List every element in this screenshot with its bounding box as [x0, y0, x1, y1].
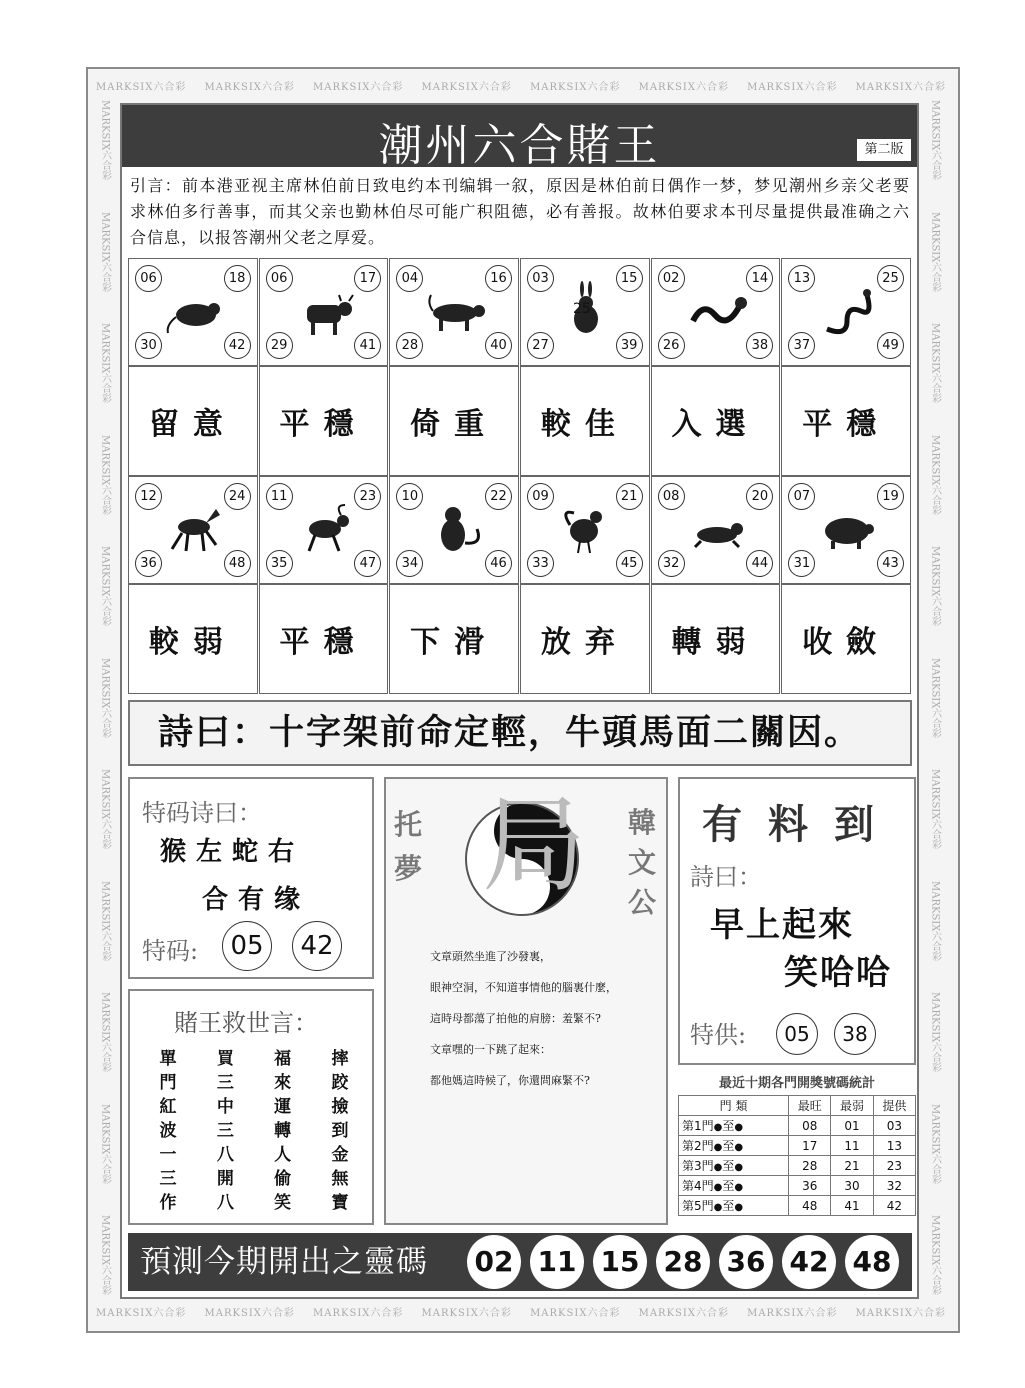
watermark-text: MARKSIX六合彩 [99, 1215, 111, 1296]
watermark-text: MARKSIX六合彩 [99, 992, 111, 1073]
stat-cold-cell: 21 [831, 1156, 873, 1176]
special-code-label: 特码诗曰： [142, 799, 262, 827]
dream-logo: 局 [482, 784, 587, 906]
stat-cold-cell: 41 [831, 1196, 873, 1216]
zodiac-forecast: 平穩 [259, 366, 389, 476]
zodiac-number: 33 [527, 550, 554, 577]
edition-badge: 第二版 [857, 139, 911, 161]
watermark-text: MARKSIX六合彩 [530, 81, 621, 93]
zodiac-number: 38 [746, 332, 773, 359]
snake-icon [817, 281, 877, 339]
watermark-text: MARKSIX六合彩 [99, 657, 111, 739]
stat-row [679, 1156, 916, 1176]
stat-door-cell [679, 1196, 789, 1216]
stat-row [679, 1176, 916, 1196]
saying-char: 笑 [274, 1193, 292, 1213]
dream-line: 都他媽這時候了，你還問麻緊不? [430, 1074, 590, 1087]
ball-dot-icon: ● [713, 1162, 723, 1173]
dream-right-text: 韓文公 [628, 806, 657, 919]
stat-header-cell: 最弱 [831, 1096, 873, 1116]
zodiac-number: 23 [354, 483, 381, 510]
zodiac-number: 26 [658, 332, 685, 359]
watermark-text: MARKSIX六合彩 [99, 434, 111, 516]
title-bar [122, 105, 917, 171]
watermark-text: MARKSIX六合彩 [99, 546, 111, 627]
watermark-text: MARKSIX六合彩 [96, 1307, 187, 1319]
stat-range-text: 至 [722, 1179, 735, 1193]
rooster-icon [556, 499, 616, 557]
watermark-text: MARKSIX六合彩 [313, 1307, 404, 1319]
saying-char: 門 [159, 1073, 177, 1093]
ball-dot-icon: ● [734, 1182, 744, 1193]
saying-char: 運 [274, 1097, 292, 1117]
stat-tip-cell: 23 [873, 1156, 915, 1176]
stat-cold-cell: 11 [831, 1136, 873, 1156]
zodiac-cell [259, 476, 389, 584]
watermark-text: MARKSIX六合彩 [929, 769, 941, 850]
stat-door-cell [679, 1176, 789, 1196]
info-line-1: 早上起來 [710, 905, 854, 945]
zodiac-number: 09 [527, 483, 554, 510]
watermark-text: MARKSIX六合彩 [747, 1307, 838, 1319]
zodiac-number: 20 [746, 483, 773, 510]
info-code-ball-2: 38 [834, 1013, 876, 1055]
stat-door-label: 第5門 [682, 1199, 714, 1213]
zodiac-forecast: 較佳 [520, 366, 650, 476]
dream-story [430, 941, 660, 1096]
zodiac-number: 45 [616, 550, 643, 577]
prediction-ball: 11 [530, 1235, 584, 1289]
info-poem-label: 詩曰： [690, 863, 762, 891]
zodiac-number: 29 [266, 332, 293, 359]
zodiac-cell [520, 476, 650, 584]
zodiac-center-number: 25 [573, 301, 591, 317]
zodiac-cell [128, 258, 258, 366]
saying-column [269, 1047, 297, 1215]
saying-char: 撿 [331, 1097, 349, 1117]
zodiac-number: 11 [266, 483, 293, 510]
saying-char: 金 [331, 1145, 349, 1165]
dragon-icon [687, 281, 747, 339]
zodiac-number: 04 [396, 265, 423, 292]
ball-dot-icon: ● [713, 1202, 723, 1213]
stat-section [678, 1073, 916, 1216]
zodiac-number: 08 [658, 483, 685, 510]
stat-range-text: 至 [722, 1159, 735, 1173]
zodiac-cell [781, 476, 911, 584]
watermark-left [94, 100, 116, 1296]
watermark-top [96, 74, 946, 96]
stat-hot-cell: 17 [789, 1136, 831, 1156]
watermark-text: MARKSIX六合彩 [421, 1307, 512, 1319]
stat-tip-cell: 32 [873, 1176, 915, 1196]
watermark-right [924, 100, 946, 1296]
stat-tip-cell: 03 [873, 1116, 915, 1136]
stat-door-cell [679, 1156, 789, 1176]
zodiac-forecast: 入選 [651, 366, 781, 476]
stat-header-row [679, 1096, 916, 1116]
zodiac-number: 36 [135, 550, 162, 577]
dream-line: 文章頭然坐進了沙發裏， [430, 950, 551, 963]
info-code-ball-1: 05 [776, 1013, 818, 1055]
zodiac-number: 49 [877, 332, 904, 359]
tiger-icon [425, 281, 485, 339]
page-title: 潮州六合賭王 [378, 120, 661, 171]
zodiac-number: 13 [788, 265, 815, 292]
saying-char: 單 [159, 1049, 177, 1069]
watermark-text: MARKSIX六合彩 [99, 211, 111, 292]
watermark-text: MARKSIX六合彩 [855, 1307, 946, 1319]
stat-cold-cell: 01 [831, 1116, 873, 1136]
zodiac-cell [389, 258, 519, 366]
watermark-text: MARKSIX六合彩 [929, 1103, 941, 1185]
zodiac-grid [128, 258, 912, 694]
zodiac-cell [389, 476, 519, 584]
watermark-text: MARKSIX六合彩 [855, 81, 946, 93]
prediction-ball: 28 [656, 1235, 710, 1289]
zodiac-number: 31 [788, 550, 815, 577]
stat-door-cell [679, 1116, 789, 1136]
stat-row [679, 1116, 916, 1136]
zodiac-cell [781, 258, 911, 366]
zodiac-forecast: 放弃 [520, 584, 650, 694]
ball-dot-icon: ● [734, 1122, 744, 1133]
zodiac-forecast: 下滑 [389, 584, 519, 694]
watermark-text: MARKSIX六合彩 [99, 1103, 111, 1185]
watermark-text: MARKSIX六合彩 [929, 434, 941, 516]
zodiac-cell [651, 476, 781, 584]
special-code-ball-2: 42 [292, 921, 342, 971]
saying-title: 賭王救世言： [174, 1009, 318, 1037]
zodiac-number: 27 [527, 332, 554, 359]
saying-char: 中 [216, 1097, 234, 1117]
ball-dot-icon: ● [713, 1182, 723, 1193]
dream-line: 這時母都蕩了拍他的肩膀：羞緊不? [430, 1012, 601, 1025]
zodiac-number: 03 [527, 265, 554, 292]
watermark-text: MARKSIX六合彩 [99, 880, 111, 962]
poem-banner: 詩曰：十字架前命定輕，牛頭馬面二關因。 [128, 700, 912, 766]
saying-char: 偷 [274, 1169, 292, 1189]
zodiac-number: 35 [266, 550, 293, 577]
watermark-text: MARKSIX六合彩 [96, 81, 187, 93]
stat-hot-cell: 36 [789, 1176, 831, 1196]
watermark-text: MARKSIX六合彩 [929, 323, 941, 404]
stat-hot-cell: 28 [789, 1156, 831, 1176]
zodiac-text-row [128, 366, 912, 476]
watermark-text: MARKSIX六合彩 [204, 81, 295, 93]
stat-header-cell: 門 類 [679, 1096, 789, 1116]
zodiac-number: 21 [616, 483, 643, 510]
saying-columns [154, 1047, 354, 1215]
prediction-ball: 42 [782, 1235, 836, 1289]
watermark-bottom [96, 1300, 946, 1322]
special-code-prefix: 特码: [142, 937, 199, 965]
stat-table [678, 1095, 916, 1216]
zodiac-forecast: 倚重 [389, 366, 519, 476]
stat-row [679, 1136, 916, 1156]
stat-door-label: 第3門 [682, 1159, 714, 1173]
zodiac-number: 44 [746, 550, 773, 577]
zodiac-image-row [128, 476, 912, 584]
stat-range-text: 至 [722, 1119, 735, 1133]
stat-hot-cell: 48 [789, 1196, 831, 1216]
zodiac-number: 32 [658, 550, 685, 577]
dream-left-text: 托夢 [394, 808, 423, 885]
zodiac-number: 18 [224, 265, 251, 292]
special-code-ball-1: 05 [222, 921, 272, 971]
zodiac-number: 24 [224, 483, 251, 510]
zodiac-number: 46 [485, 550, 512, 577]
stat-door-label: 第2門 [682, 1139, 714, 1153]
zodiac-number: 40 [485, 332, 512, 359]
horse-icon [164, 499, 224, 557]
saying-char: 摔 [331, 1049, 349, 1069]
zodiac-forecast: 較弱 [128, 584, 258, 694]
zodiac-number: 47 [354, 550, 381, 577]
footer-balls [458, 1235, 899, 1289]
watermark-text: MARKSIX六合彩 [929, 546, 941, 627]
stat-hot-cell: 08 [789, 1116, 831, 1136]
saying-char: 買 [216, 1049, 234, 1069]
ball-dot-icon: ● [713, 1122, 723, 1133]
special-line-1: 猴左蛇右 [160, 837, 305, 867]
zodiac-number: 48 [224, 550, 251, 577]
zodiac-text-row [128, 584, 912, 694]
saying-char: 八 [216, 1145, 234, 1165]
saying-box [128, 989, 374, 1225]
dream-line: 眼神空洞，不知道事情他的腦裏什麼， [430, 981, 617, 994]
saying-char: 跤 [331, 1073, 349, 1093]
saying-char: 八 [216, 1193, 234, 1213]
prediction-ball: 15 [593, 1235, 647, 1289]
stat-door-label: 第4門 [682, 1179, 714, 1193]
zodiac-forecast: 留意 [128, 366, 258, 476]
zodiac-number: 14 [746, 265, 773, 292]
saying-column [154, 1047, 182, 1215]
watermark-text: MARKSIX六合彩 [929, 880, 941, 962]
ball-dot-icon: ● [713, 1142, 723, 1153]
watermark-text: MARKSIX六合彩 [638, 1307, 729, 1319]
zodiac-number: 42 [224, 332, 251, 359]
zodiac-number: 43 [877, 550, 904, 577]
ball-dot-icon: ● [734, 1142, 744, 1153]
zodiac-number: 19 [877, 483, 904, 510]
special-code-box [128, 777, 374, 979]
ball-dot-icon: ● [734, 1202, 744, 1213]
watermark-text: MARKSIX六合彩 [929, 992, 941, 1073]
zodiac-number: 06 [135, 265, 162, 292]
saying-char: 福 [274, 1049, 292, 1069]
info-title: 有料到 [702, 802, 900, 848]
content-panel [120, 103, 919, 1299]
zodiac-number: 07 [788, 483, 815, 510]
info-line-2: 笑哈哈 [784, 953, 892, 993]
zodiac-cell [128, 476, 258, 584]
watermark-text: MARKSIX六合彩 [929, 1215, 941, 1296]
zodiac-number: 17 [354, 265, 381, 292]
zodiac-number: 15 [616, 265, 643, 292]
pig-icon [817, 499, 877, 557]
stat-cold-cell: 30 [831, 1176, 873, 1196]
stat-door-cell [679, 1136, 789, 1156]
zodiac-number: 16 [485, 265, 512, 292]
footer-bar [128, 1233, 912, 1291]
zodiac-number: 30 [135, 332, 162, 359]
saying-char: 無 [331, 1169, 349, 1189]
zodiac-forecast: 轉弱 [651, 584, 781, 694]
dream-line: 文章嘿的一下跳了起來： [430, 1043, 551, 1056]
stat-range-text: 至 [722, 1139, 735, 1153]
watermark-text: MARKSIX六合彩 [313, 81, 404, 93]
special-line-2: 合有缘 [202, 885, 311, 915]
stat-door-label: 第1門 [682, 1119, 714, 1133]
zodiac-number: 28 [396, 332, 423, 359]
zodiac-number: 06 [266, 265, 293, 292]
zodiac-number: 25 [877, 265, 904, 292]
zodiac-cell [651, 258, 781, 366]
zodiac-image-row [128, 258, 912, 366]
stat-tip-cell: 13 [873, 1136, 915, 1156]
ox-icon [295, 281, 355, 339]
zodiac-forecast: 平穩 [781, 366, 911, 476]
saying-char: 開 [216, 1169, 234, 1189]
watermark-text: MARKSIX六合彩 [929, 657, 941, 739]
zodiac-number: 34 [396, 550, 423, 577]
stat-title: 最近十期各門開獎號碼統計 [718, 1076, 875, 1091]
zodiac-forecast: 平穩 [259, 584, 389, 694]
saying-char: 一 [159, 1145, 177, 1165]
saying-char: 人 [274, 1145, 292, 1165]
saying-char: 來 [274, 1073, 292, 1093]
watermark-text: MARKSIX六合彩 [421, 81, 512, 93]
footer-label: 預測今期開出之靈碼 [140, 1244, 428, 1280]
zodiac-number: 10 [396, 483, 423, 510]
watermark-text: MARKSIX六合彩 [747, 81, 838, 93]
watermark-text: MARKSIX六合彩 [99, 100, 111, 181]
zodiac-number: 02 [658, 265, 685, 292]
stat-header-cell: 最旺 [789, 1096, 831, 1116]
watermark-text: MARKSIX六合彩 [530, 1307, 621, 1319]
zodiac-number: 22 [485, 483, 512, 510]
zodiac-number: 41 [354, 332, 381, 359]
saying-char: 紅 [159, 1097, 177, 1117]
saying-char: 三 [159, 1169, 177, 1189]
stat-row [679, 1196, 916, 1216]
watermark-text: MARKSIX六合彩 [204, 1307, 295, 1319]
saying-char: 波 [159, 1121, 177, 1141]
zodiac-cell [520, 258, 650, 366]
saying-column [211, 1047, 239, 1215]
watermark-text: MARKSIX六合彩 [99, 323, 111, 404]
saying-char: 到 [331, 1121, 349, 1141]
stat-header-cell: 提供 [873, 1096, 915, 1116]
info-code-label: 特供: [690, 1021, 747, 1049]
saying-char: 轉 [274, 1121, 292, 1141]
prediction-ball: 48 [845, 1235, 899, 1289]
zodiac-number: 37 [788, 332, 815, 359]
prediction-ball: 36 [719, 1235, 773, 1289]
watermark-text: MARKSIX六合彩 [99, 769, 111, 850]
rat-icon [164, 281, 224, 339]
stat-tip-cell: 42 [873, 1196, 915, 1216]
saying-char: 作 [159, 1193, 177, 1213]
ball-dot-icon: ● [734, 1162, 744, 1173]
saying-char: 三 [216, 1073, 234, 1093]
info-box [678, 777, 916, 1065]
watermark-text: MARKSIX六合彩 [929, 211, 941, 292]
prediction-ball: 02 [467, 1235, 521, 1289]
monkey-icon [425, 499, 485, 557]
saying-column [326, 1047, 354, 1215]
saying-char: 寶 [331, 1193, 349, 1213]
zodiac-cell [259, 258, 389, 366]
intro-text: 引言：前本港亚视主席林伯前日致电约本刊编辑一叙，原因是林伯前日偶作一梦，梦见潮州乡亲父老要求林伯多行善事，而其父亲也勤林伯尽可能广积阻德，必有善报。故林伯要求本刊尽量提供最准确之六合信息，以报答潮州父老之厚爱。 [130, 176, 910, 247]
saying-char: 三 [216, 1121, 234, 1141]
watermark-text: MARKSIX六合彩 [929, 100, 941, 181]
zodiac-forecast: 收斂 [781, 584, 911, 694]
watermark-text: MARKSIX六合彩 [638, 81, 729, 93]
dream-box [384, 777, 668, 1225]
stat-range-text: 至 [722, 1199, 735, 1213]
zodiac-number: 12 [135, 483, 162, 510]
goat-icon [295, 499, 355, 557]
zodiac-number: 39 [616, 332, 643, 359]
dog-icon [687, 499, 747, 557]
